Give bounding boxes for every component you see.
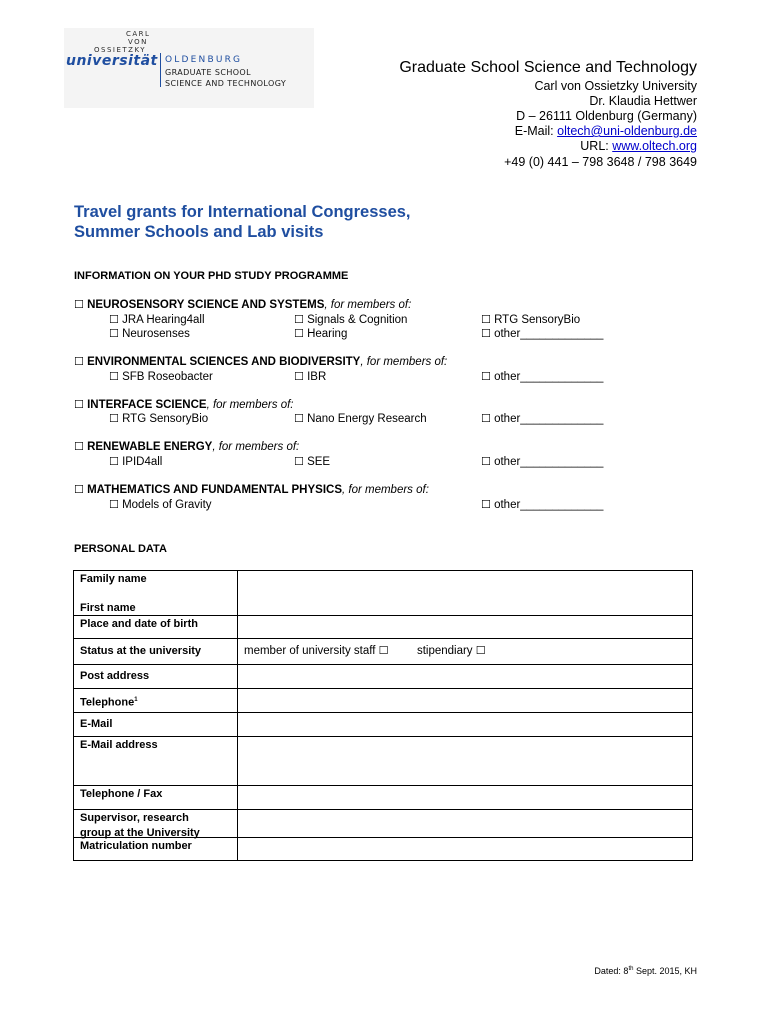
family-name-label: Family name (80, 573, 147, 585)
row-label: Matriculation number (74, 838, 238, 860)
row-label: Telephone / Fax (74, 786, 238, 809)
email-link[interactable]: oltech@uni-oldenburg.de (557, 124, 697, 138)
option-jra-hearing4all[interactable] (109, 313, 205, 326)
header-phone-line (497, 155, 697, 171)
checkbox-icon[interactable]: ☐ (294, 370, 304, 383)
option-label: SEE (307, 456, 331, 468)
option-label: other_____________ (494, 413, 604, 425)
header-contact-person: Dr. Klaudia Hettwer (589, 94, 697, 108)
checkbox-icon[interactable]: ☐ (378, 644, 389, 657)
checkbox-icon[interactable]: ☐ (294, 327, 304, 340)
option-see[interactable] (294, 455, 330, 468)
row-label (74, 571, 238, 615)
programme-mathematics-physics[interactable] (74, 483, 429, 496)
checkbox-icon[interactable]: ☐ (475, 644, 486, 657)
dated-sup: th (628, 966, 634, 972)
row-supervisor[interactable] (74, 809, 692, 837)
row-telephone-fax[interactable] (74, 785, 692, 809)
checkbox-icon[interactable]: ☐ (294, 412, 304, 425)
option-label: Hearing (307, 328, 348, 340)
option-label: IPID4all (122, 456, 163, 468)
checkbox-icon[interactable]: ☐ (74, 355, 84, 368)
logo-ossietzky: OSSIETZKY (94, 46, 147, 54)
university-logo (64, 28, 314, 108)
option-ipid4all[interactable] (109, 455, 162, 468)
row-label (74, 810, 238, 837)
status-staff-label: member of university staff (244, 645, 376, 657)
email-label: E-Mail: (514, 124, 558, 138)
main-title (74, 203, 411, 242)
main-title-line2: Summer Schools and Lab visits (74, 222, 324, 241)
row-label: E-Mail address (74, 737, 238, 785)
row-telephone[interactable] (74, 688, 692, 712)
first-name-label: First name (80, 601, 136, 614)
supervisor-label-line1: Supervisor, research (80, 812, 189, 824)
row-status (74, 638, 692, 664)
programme-neurosensory[interactable] (74, 298, 411, 311)
option-label: IBR (307, 371, 327, 383)
option-label: Neurosenses (122, 328, 190, 340)
programme-renewable-energy[interactable] (74, 440, 299, 453)
checkbox-icon[interactable]: ☐ (74, 298, 84, 311)
option-models-of-gravity[interactable] (109, 498, 212, 511)
option-label: Nano Energy Research (307, 413, 427, 425)
programme-members: , for members of: (212, 441, 300, 453)
programme-members: , for members of: (342, 484, 429, 496)
status-options (244, 644, 486, 657)
option-label: Models of Gravity (122, 499, 212, 511)
personal-heading: PERSONAL DATA (74, 543, 167, 555)
checkbox-icon[interactable]: ☐ (481, 412, 491, 425)
option-label: JRA Hearing4all (122, 314, 205, 326)
option-neurosenses[interactable] (109, 327, 190, 340)
programme-interface-science[interactable] (74, 398, 294, 411)
url-link[interactable]: www.oltech.org (612, 139, 697, 153)
programme-name: ENVIRONMENTAL SCIENCES AND BIODIVERSITY (87, 356, 361, 368)
option-label: other_____________ (494, 456, 604, 468)
row-label: Post address (74, 665, 238, 688)
header-email-line (515, 124, 697, 139)
option-label: RTG SensoryBio (494, 314, 581, 326)
programme-name: NEUROSENSORY SCIENCE AND SYSTEMS (87, 299, 325, 311)
option-rtg-sensorybio[interactable] (481, 313, 580, 326)
option-label: Signals & Cognition (307, 314, 408, 326)
logo-divider (160, 53, 161, 87)
supervisor-label-line2: group at the University (80, 826, 200, 839)
option-label: other_____________ (494, 371, 604, 383)
row-post-address[interactable] (74, 664, 692, 688)
checkbox-icon[interactable]: ☐ (294, 313, 304, 326)
header-phone: +49 (0) 441 – 798 3648 / 798 3649 (504, 155, 697, 169)
option-label: other_____________ (494, 499, 604, 511)
checkbox-icon[interactable]: ☐ (109, 327, 119, 340)
checkbox-icon[interactable]: ☐ (109, 412, 119, 425)
option-other[interactable] (481, 455, 603, 468)
checkbox-icon[interactable]: ☐ (109, 313, 119, 326)
checkbox-icon[interactable]: ☐ (481, 455, 491, 468)
header-university: Carl von Ossietzky University (534, 79, 697, 93)
row-matriculation[interactable] (74, 837, 692, 860)
row-email-address[interactable] (74, 736, 692, 785)
option-rtg-sensorybio[interactable] (109, 412, 208, 425)
dated-suffix: Sept. 2015, KH (633, 966, 697, 976)
checkbox-icon[interactable]: ☐ (481, 327, 491, 340)
header-address: D – 26111 Oldenburg (Germany) (516, 109, 697, 123)
dated-prefix: Dated: 8 (594, 966, 629, 976)
checkbox-icon[interactable]: ☐ (109, 455, 119, 468)
footer-dated (594, 966, 697, 976)
footnote-marker: 1 (134, 697, 138, 703)
row-label: Place and date of birth (74, 616, 238, 638)
checkbox-icon[interactable]: ☐ (74, 483, 84, 496)
telephone-label: Telephone (80, 696, 135, 709)
programme-members: , for members of: (360, 356, 448, 368)
logo-oldenburg: OLDENBURG (165, 55, 243, 65)
logo-universitaet: universität (66, 53, 158, 69)
checkbox-icon[interactable]: ☐ (74, 440, 84, 453)
programme-name: MATHEMATICS AND FUNDAMENTAL PHYSICS (87, 484, 342, 496)
row-label (74, 689, 238, 712)
option-other[interactable] (481, 498, 603, 511)
row-place-dob[interactable] (74, 615, 692, 638)
option-nano-energy-research[interactable] (294, 412, 427, 425)
option-label: SFB Roseobacter (122, 371, 213, 383)
logo-von: VON (128, 38, 148, 46)
programme-name: INTERFACE SCIENCE (87, 399, 207, 411)
option-label: other_____________ (494, 328, 604, 340)
row-email[interactable] (74, 712, 692, 736)
main-title-line1: Travel grants for International Congresses, (74, 203, 411, 221)
option-label: RTG SensoryBio (122, 413, 209, 425)
status-stipendiary-label: stipendiary (416, 645, 473, 657)
checkbox-icon[interactable]: ☐ (109, 498, 119, 511)
option-ibr[interactable] (294, 370, 326, 383)
row-label: E-Mail (74, 713, 238, 736)
programme-members: , for members of: (324, 299, 412, 311)
header-title: Graduate School Science and Technology (399, 59, 697, 76)
option-other[interactable] (481, 412, 603, 425)
checkbox-icon[interactable]: ☐ (294, 455, 304, 468)
logo-science-technology: SCIENCE AND TECHNOLOGY (165, 79, 287, 88)
logo-graduate-school: GRADUATE SCHOOL (165, 68, 251, 77)
programme-members: , for members of: (206, 399, 294, 411)
header-url-line (580, 139, 697, 154)
option-signals-cognition[interactable] (294, 313, 407, 326)
option-other[interactable] (481, 370, 603, 383)
personal-data-table (73, 570, 693, 861)
programme-name: RENEWABLE ENERGY (87, 441, 213, 453)
option-other[interactable] (481, 327, 603, 340)
row-family-first-name[interactable] (74, 571, 692, 615)
checkbox-icon[interactable]: ☐ (74, 398, 84, 411)
checkbox-icon[interactable]: ☐ (481, 313, 491, 326)
study-heading: INFORMATION ON YOUR PHD STUDY PROGRAMME (74, 270, 349, 282)
checkbox-icon[interactable]: ☐ (481, 498, 491, 511)
checkbox-icon[interactable]: ☐ (109, 370, 119, 383)
checkbox-icon[interactable]: ☐ (481, 370, 491, 383)
url-label: URL: (580, 139, 613, 153)
option-hearing[interactable] (294, 327, 347, 340)
option-sfb-roseobacter[interactable] (109, 370, 213, 383)
logo-carl: CARL (126, 30, 151, 38)
programme-environmental[interactable] (74, 355, 447, 368)
row-label: Status at the university (74, 639, 238, 664)
